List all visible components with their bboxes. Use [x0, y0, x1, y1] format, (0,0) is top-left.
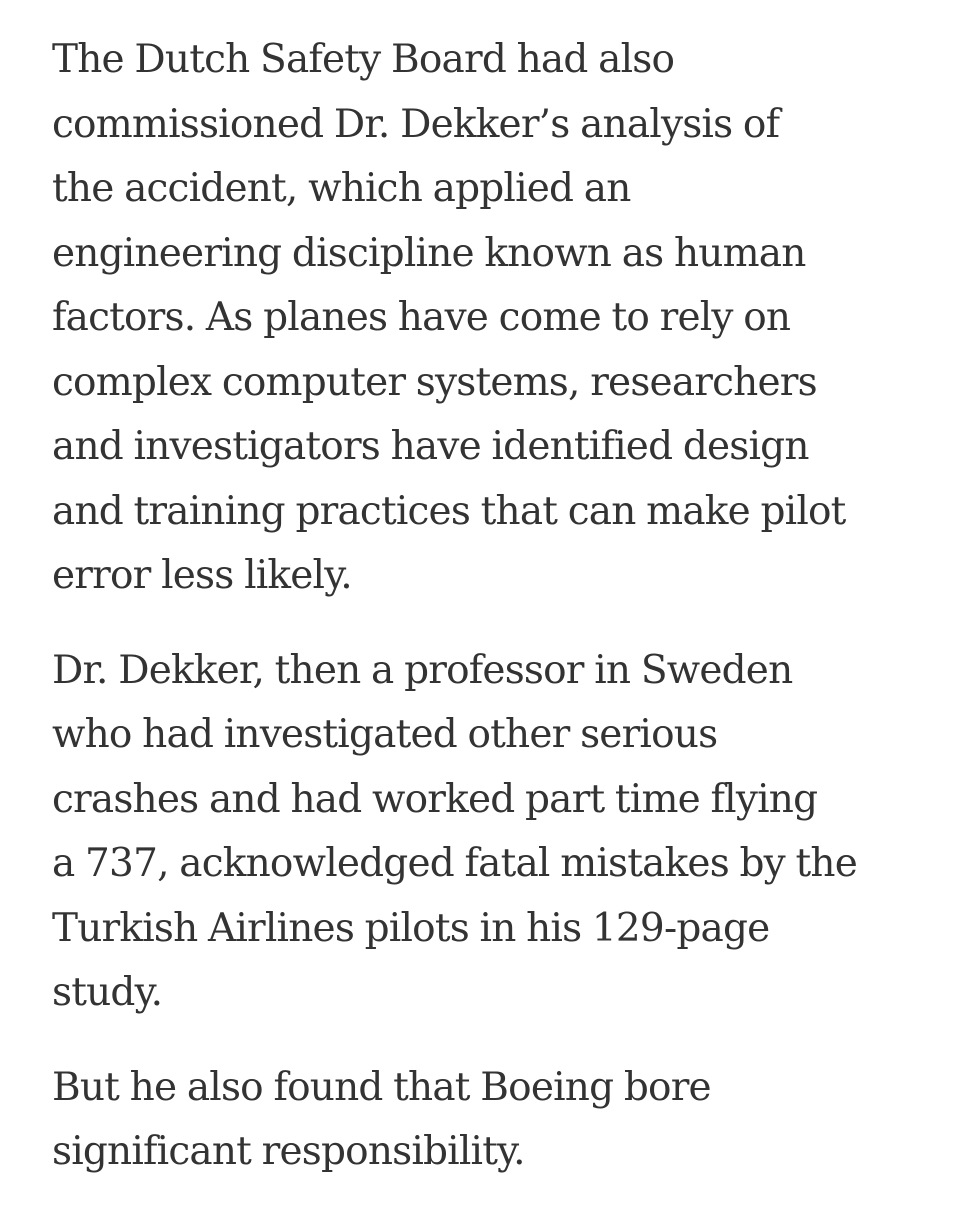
text-line: complex computer systems, researchers [52, 359, 817, 405]
text-line: engineering discipline known as human [52, 230, 806, 276]
text-line: crashes and had worked part time flying [52, 776, 818, 822]
text-line: and training practices that can make pilot [52, 488, 846, 534]
text-line: the accident, which applied an [52, 166, 631, 211]
text-line: Dr. Dekker, then a professor in Sweden [52, 647, 793, 693]
text-line: who had investigated other serious [52, 712, 718, 757]
paragraph-2 [52, 639, 932, 1026]
text-line: factors. As planes have come to rely on [52, 295, 791, 340]
text-line: Turkish Airlines pilots in his 129-page [52, 905, 770, 951]
text-line: commissioned Dr. Dekker’s analysis of [52, 101, 780, 147]
paragraph-1 [52, 28, 932, 609]
text-line: significant responsibility. [52, 1129, 525, 1174]
article-body [52, 28, 932, 1215]
text-line: But he also found that Boeing bore [52, 1064, 711, 1110]
text-line: error less likely. [52, 553, 352, 598]
paragraph-3 [52, 1056, 932, 1185]
text-line: study. [52, 970, 163, 1015]
text-line: a 737, acknowledged fatal mistakes by the [52, 841, 857, 886]
text-line: and investigators have identified design [52, 424, 809, 469]
text-line: The Dutch Safety Board had also [52, 37, 675, 82]
